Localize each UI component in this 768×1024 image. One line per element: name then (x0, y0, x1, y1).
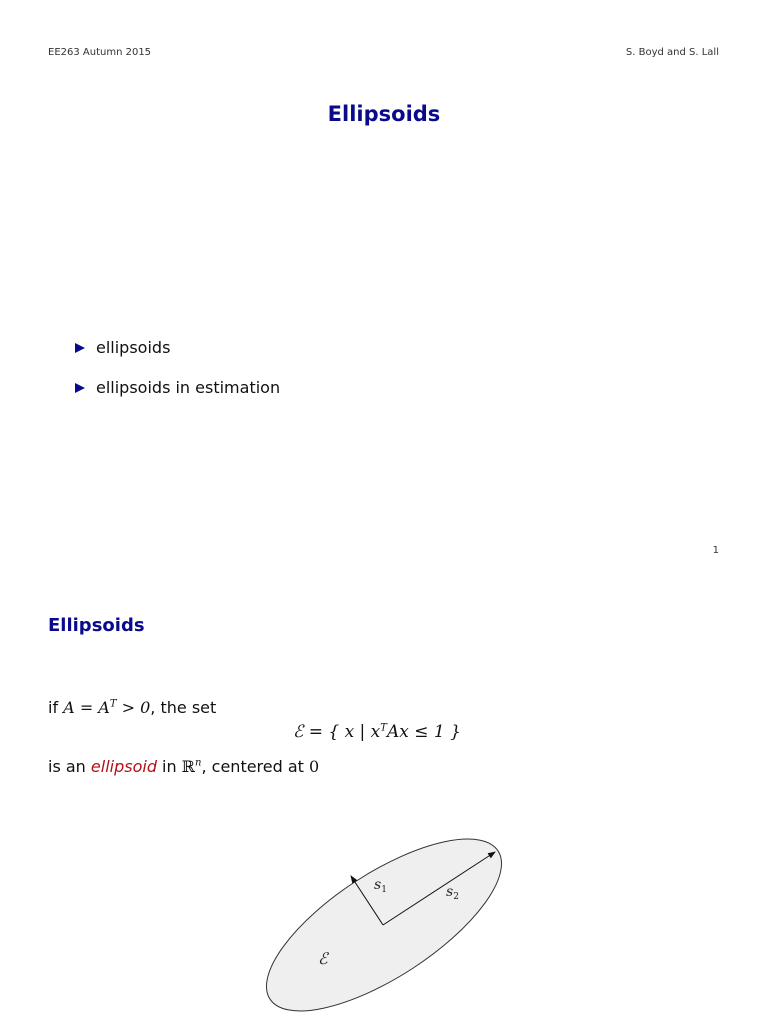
line2-prefix: is an (48, 757, 91, 776)
axis1-label: $s_1$ (374, 877, 387, 895)
ellipsoid-term: ellipsoid (90, 757, 157, 776)
line2-suffix: , centered at (201, 757, 310, 776)
header-course: EE263 Autumn 2015 (48, 47, 152, 58)
formula-rhs: Ax ≤ 1 } (386, 722, 461, 742)
bullet-text: ellipsoids in estimation (96, 378, 281, 397)
line2-middle: in (156, 757, 182, 776)
page-number: 1 (712, 545, 719, 556)
formula-lhs: ℰ = { x | x (293, 722, 381, 742)
slide2-title: Ellipsoids (48, 615, 145, 636)
ellipse-shape (242, 807, 527, 1024)
dimension-sup: n (195, 757, 202, 769)
transpose-sup: T (109, 698, 117, 710)
condition-math-a: A = A (63, 698, 110, 717)
bullet-text: ellipsoids (96, 338, 171, 357)
condition-math-b: > 0 (116, 698, 151, 717)
axis2-label: $s_2$ (446, 884, 459, 902)
condition-prefix: if (48, 698, 64, 717)
formula-transpose-sup: T (380, 722, 387, 734)
real-space-symbol: ℝ (181, 757, 196, 776)
center-value: 0 (309, 757, 320, 776)
condition-suffix: , the set (150, 698, 217, 717)
slide1-title: Ellipsoids (327, 102, 441, 126)
header-authors: S. Boyd and S. Lall (625, 47, 719, 58)
set-label: ℰ (318, 949, 328, 968)
